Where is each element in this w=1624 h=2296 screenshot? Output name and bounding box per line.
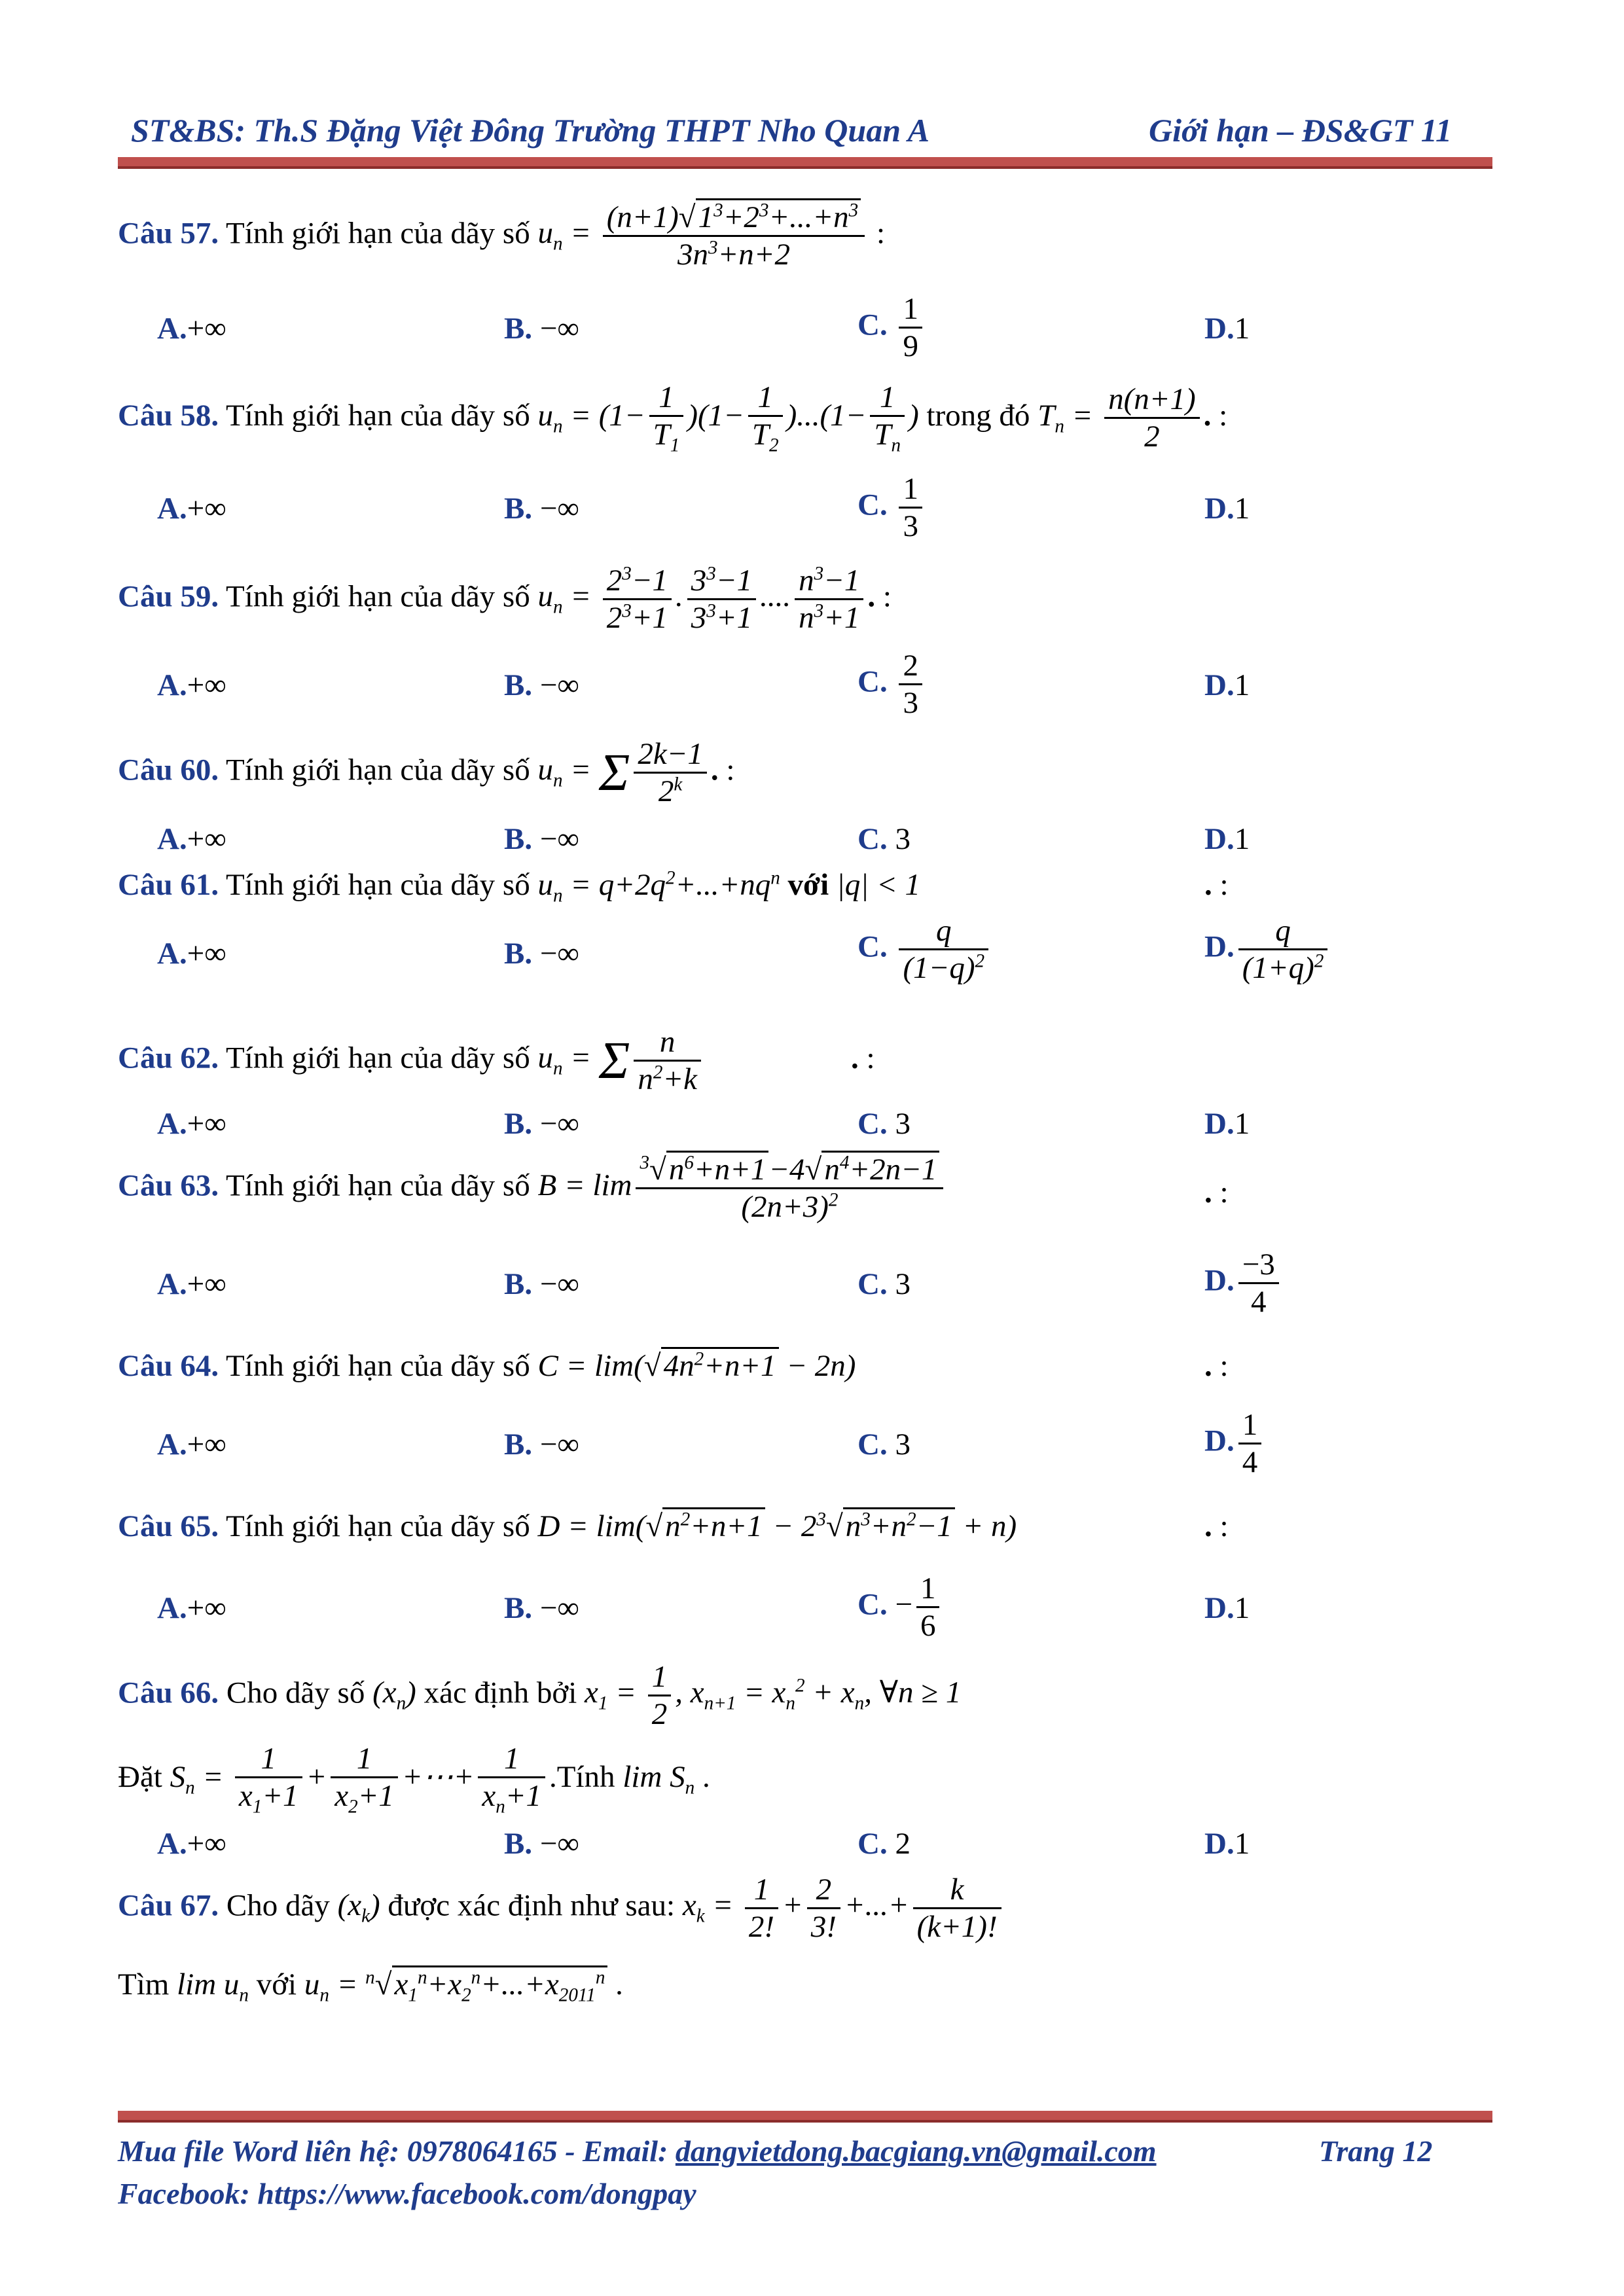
formula: $u_n = \Sigma$ $\frac{2k-1}{2^k}$ [537, 753, 710, 787]
option-c[interactable]: C. 3 [857, 822, 911, 856]
question-67-find: Tìm $\lim u_n$ với $u_n = ^n√x_1^n+x_2^n+...+x_{2011}^n$ . [118, 1967, 623, 2006]
option-d[interactable]: D.1 [1204, 492, 1250, 526]
email-link[interactable]: dangvietdong.bacgiang.vn@gmail.com [675, 2134, 1157, 2168]
header-rule [118, 157, 1492, 169]
formula: $u_n = \Sigma$ $\frac{n}{n^2+k}$ [537, 1041, 704, 1075]
option-d[interactable]: D.1 [1204, 822, 1250, 856]
formula: $x_1$ = $\frac{1}{2}$ , $x_{n+1} = x_n^2 + x_n$, ∀n ≥ 1 [585, 1660, 962, 1732]
option-d[interactable]: D.1 [1204, 1827, 1250, 1861]
option-c[interactable]: C. $\frac{1}{9}$ [857, 291, 926, 364]
formula: $x_k$ = $\frac{1}{2!}$ + $\frac{2}{3!}$ +...+ $\frac{k}{(k+1)!}$ [683, 1888, 1005, 1922]
option-b[interactable]: B. −∞ [504, 668, 579, 702]
footer-contact: Mua file Word liên hệ: 0978064165 - Email: dangvietdong.bacgiang.vn@gmail.com [118, 2134, 1157, 2168]
option-c[interactable]: C. 3 [857, 1267, 911, 1301]
option-b[interactable]: B. −∞ [504, 1427, 579, 1462]
question-text: Tính giới hạn của dãy số [226, 216, 530, 251]
formula: $D = \lim(√n^2+n+1 - 2^3√n^3+n^2-1 + n)$ [537, 1509, 1017, 1543]
question-label: Câu 57. [118, 216, 219, 251]
option-b[interactable]: B. −∞ [504, 1107, 579, 1141]
question-62: Câu 62. Tính giới hạn của dãy số $u_n = \Sigma$ $\frac{n}{n^2+k}$ [118, 1024, 705, 1097]
option-a[interactable]: A.+∞ [157, 1591, 226, 1625]
question-61: Câu 61. Tính giới hạn của dãy số $u_n = q+2q^2+...+nq^n$ với |q| < 1 [118, 867, 920, 906]
option-a[interactable]: A.+∞ [157, 1427, 226, 1462]
footer-facebook[interactable]: Facebook: https://www.facebook.com/dongpay [118, 2177, 696, 2210]
option-c[interactable]: C. − $\frac{1}{6}$ [857, 1571, 943, 1643]
option-c[interactable]: C. $\frac{1}{3}$ [857, 471, 926, 544]
option-a[interactable]: A.+∞ [157, 1827, 226, 1861]
option-d[interactable]: D.1 [1204, 1107, 1250, 1141]
option-d[interactable]: D. $\frac{1}{4}$ [1204, 1407, 1265, 1480]
question-61-end: . : [1204, 868, 1229, 902]
option-d[interactable]: D. $\frac{-3}{4}$ [1204, 1247, 1283, 1319]
footer-rule [118, 2111, 1492, 2123]
option-a[interactable]: A.+∞ [157, 492, 226, 526]
question-65: Câu 65. Tính giới hạn của dãy số $D = \lim(√n^2+n+1 - 2^3√n^3+n^2-1 + n)$ [118, 1509, 1017, 1544]
option-d[interactable]: D.1 [1204, 668, 1250, 702]
page-number: Trang 12 [1319, 2134, 1433, 2168]
formula: $u_n$ = $\frac{2^3-1}{2^3+1}$ . $\frac{3^3-1}{3^3+1}$ .... $\frac{n^3-1}{n^3+1}$ [537, 579, 867, 613]
option-c[interactable]: C. 2 [857, 1827, 911, 1861]
question-64: Câu 64. Tính giới hạn của dãy số $C = \lim(√4n^2+n+1 - 2n)$ [118, 1348, 856, 1384]
option-a[interactable]: A.+∞ [157, 668, 226, 702]
formula: $u_n = (1-$ $\frac{1}{T_1}$ )(1− $\frac{1}{T_2}$ )...(1− $\frac{1}{T_n}$ ) [537, 380, 919, 456]
question-60: Câu 60. Tính giới hạn của dãy số $u_n = \Sigma$ $\frac{2k-1}{2^k}$ . : [118, 737, 735, 809]
header-left: ST&BS: Th.S Đặng Việt Đông Trường THPT Nho Quan A [131, 112, 929, 149]
option-d[interactable]: D.1 [1204, 1591, 1250, 1625]
option-b[interactable]: B. −∞ [504, 492, 579, 526]
header-right: Giới hạn – ĐS&GT 11 [1149, 112, 1453, 149]
option-b[interactable]: B. −∞ [504, 822, 579, 856]
question-66-sum: Đặt $S_n$ = $\frac{1}{x_1+1}$ + $\frac{1}{x_2+1}$ +⋯+ $\frac{1}{x_n+1}$ .Tính $\lim S_n$ . [118, 1742, 710, 1818]
option-b[interactable]: B. −∞ [504, 1267, 579, 1301]
question-63: Câu 63. Tính giới hạn của dãy số B = lim $\frac{^3√n^6+n+1-4√n^4+2n-1}{(2n+3)^2}$ [118, 1152, 947, 1225]
question-66: Câu 66. Cho dãy số $(x_n)$ xác định bởi $x_1$ = $\frac{1}{2}$ , $x_{n+1} = x_n^2 + x_n$, ∀n ≥ 1 [118, 1660, 962, 1732]
option-c[interactable]: C. $\frac{2}{3}$ [857, 648, 926, 721]
option-a[interactable]: A.+∞ [157, 312, 226, 346]
formula: $C = \lim(√4n^2+n+1 - 2n)$ [537, 1347, 856, 1383]
question-57: Câu 57. Tính giới hạn của dãy số $u_n$ = $\frac{(n+1)√1^3+2^3+...+n^3}{3n^3+n+2}$ : [118, 200, 885, 272]
question-58: Câu 58. Tính giới hạn của dãy số $u_n = (1-$ $\frac{1}{T_1}$ )(1− $\frac{1}{T_2}$ )...(1− $\frac{1}{T_n}$ ) trong đó $T_n$ = $\frac{n(n+1)}{2}$ . : [118, 380, 1228, 456]
formula: $S_n$ = $\frac{1}{x_1+1}$ + $\frac{1}{x_2+1}$ +⋯+ $\frac{1}{x_n+1}$ [170, 1760, 549, 1794]
question-59: Câu 59. Tính giới hạn của dãy số $u_n$ = $\frac{2^3-1}{2^3+1}$ . $\frac{3^3-1}{3^3+1}$ .... $\frac{n^3-1}{n^3+1}$ . : [118, 563, 892, 636]
formula: $u_n = ^n√x_1^n+x_2^n+...+x_{2011}^n$ [304, 1967, 608, 2001]
question-67: Câu 67. Cho dãy $(x_k)$ được xác định như sau: $x_k$ = $\frac{1}{2!}$ + $\frac{2}{3!}$ +...+ $\frac{k}{(k+1)!}$ [118, 1872, 1005, 1945]
option-c[interactable]: C. 3 [857, 1427, 911, 1462]
option-c[interactable]: C. $\frac{q}{(1-q)^2}$ [857, 913, 992, 986]
option-d[interactable]: D. $\frac{q}{(1+q)^2}$ [1204, 913, 1331, 986]
formula: $u_n = q+2q^2+...+nq^n$ [537, 867, 780, 906]
option-b[interactable]: B. −∞ [504, 312, 579, 346]
option-a[interactable]: A.+∞ [157, 1107, 226, 1141]
option-b[interactable]: B. −∞ [504, 1827, 579, 1861]
option-a[interactable]: A.+∞ [157, 937, 226, 971]
formula: $u_n$ = $\frac{(n+1)√1^3+2^3+...+n^3}{3n^3+n+2}$ [537, 216, 869, 250]
formula: B = lim $\frac{^3√n^6+n+1-4√n^4+2n-1}{(2n+3)^2}$ [537, 1168, 947, 1202]
option-c[interactable]: C. 3 [857, 1107, 911, 1141]
option-a[interactable]: A.+∞ [157, 1267, 226, 1301]
option-b[interactable]: B. −∞ [504, 937, 579, 971]
option-d[interactable]: D.1 [1204, 312, 1250, 346]
option-a[interactable]: A.+∞ [157, 822, 226, 856]
option-b[interactable]: B. −∞ [504, 1591, 579, 1625]
